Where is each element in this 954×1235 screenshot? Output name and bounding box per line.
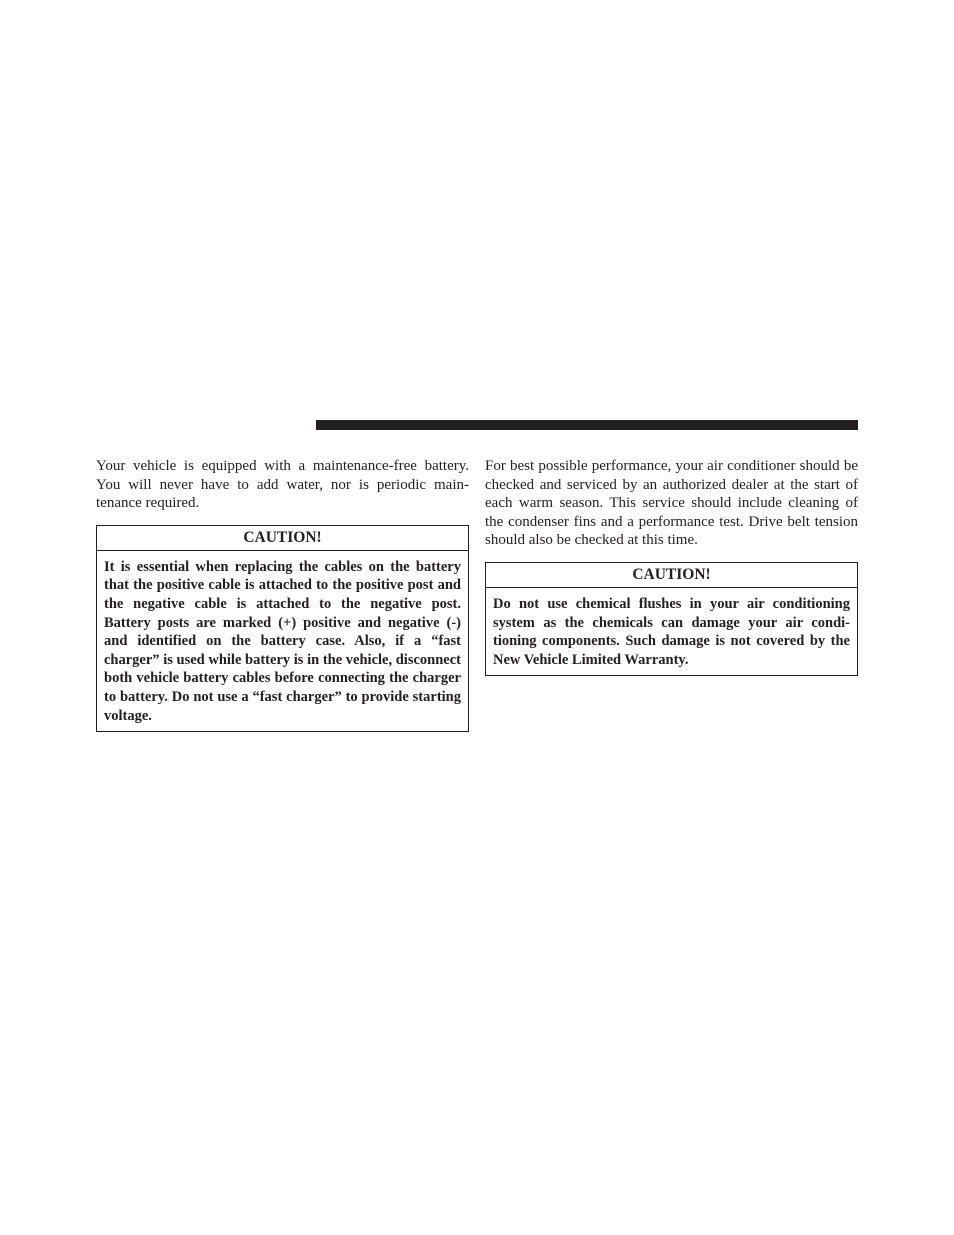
air-conditioner-paragraph: For best possible performance, your air conditioner should be checked and serviced by an authorized dealer at the start of each warm season. This service should include cleaning of the condenser fins and a performance test. Drive belt tension should also be checked at this time. (485, 458, 858, 549)
caution-body: It is essential when replacing the cables on the battery that the positive cable is attached to the positive post and the negative cable is attached to the negative post. Battery posts are marked (+) positive and negative (-) and identified on the battery case. Also, if a “fast charger” is used while battery is in the vehicle, disconnect both vehicle battery cables before connecting the charger to battery. Do not use a “fast charger” to provide starting voltage. (104, 558, 461, 724)
caution-title: CAUTION! (97, 526, 468, 551)
caution-body: Do not use chemical flushes in your air conditioning system as the chemicals can damage your air condi-tioning components. Such damage is not covered by the New Vehicle Limited Warranty. (493, 595, 850, 668)
ac-caution-box (485, 562, 858, 676)
battery-caution-box (96, 525, 469, 732)
right-column (485, 457, 858, 676)
left-column (96, 457, 469, 732)
battery-paragraph: Your vehicle is equipped with a maintenance-free battery. You will never have to add water, nor is periodic main-tenance required. (96, 458, 469, 512)
caution-title: CAUTION! (486, 563, 857, 588)
section-header-rule (316, 420, 858, 430)
